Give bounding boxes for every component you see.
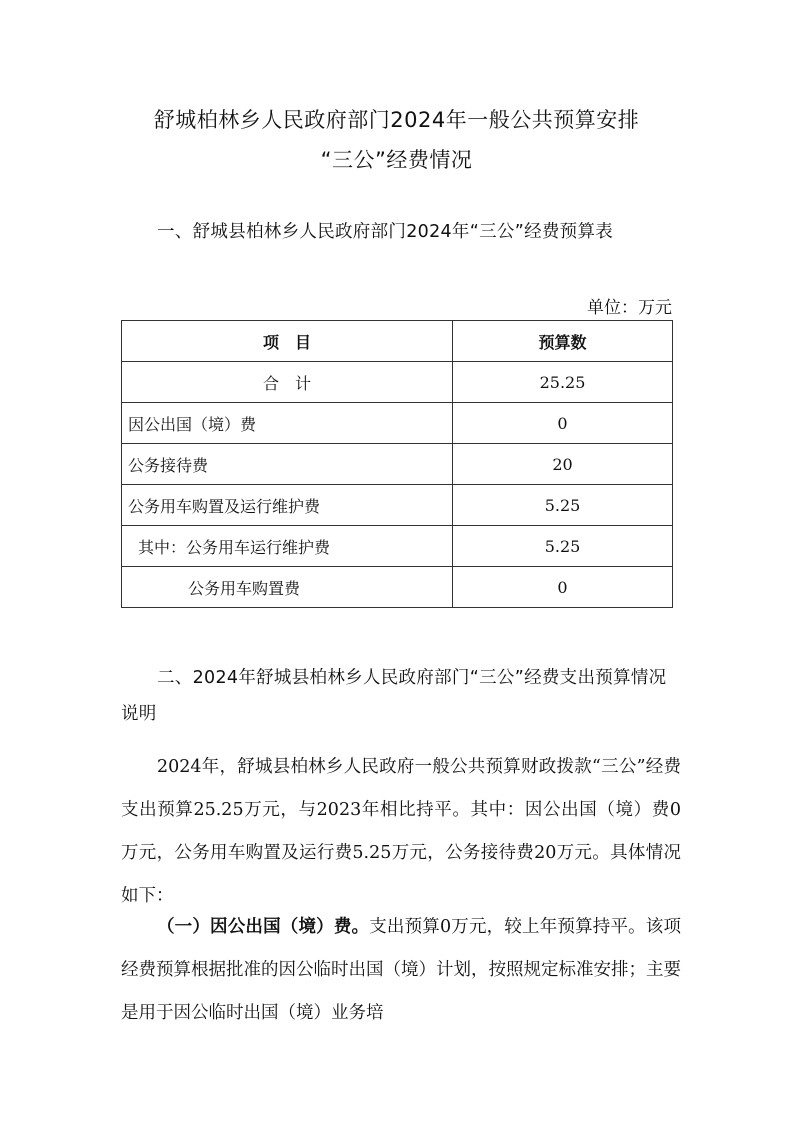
row-value: 5.25 [453, 485, 673, 526]
row-item: 公务用车购置及运行维护费 [122, 485, 453, 526]
budget-table [121, 320, 673, 608]
row-item: 合 计 [122, 362, 453, 403]
unit-label: 单位：万元 [587, 298, 672, 318]
paragraph-2-body: 支出预算0万元，较上年预算持平。该项经费预算根据批准的因公临时出国（境）计划，按照规定标准安排；主要是用于因公临时出国（境）业务培 [121, 917, 681, 1023]
section2-heading: 二、2024年舒城县柏林乡人民政府部门“三公”经费支出预算情况说明 [121, 668, 667, 724]
row-item: 其中：公务用车运行维护费 [122, 526, 453, 567]
table-row [122, 485, 673, 526]
row-item: 公务接待费 [122, 444, 453, 485]
header-item: 项 目 [122, 321, 453, 362]
row-value: 0 [453, 567, 673, 608]
table-row [122, 444, 673, 485]
table-row [122, 567, 673, 608]
section1-heading: 一、舒城县柏林乡人民政府部门2024年“三公”经费预算表 [157, 222, 614, 242]
table-row [122, 403, 673, 444]
row-value: 20 [453, 444, 673, 485]
paragraph-1: 2024年，舒城县柏林乡人民政府一般公共预算财政拨款“三公”经费支出预算25.25万元，与2023年相比持平。其中：因公出国（境）费0万元，公务用车购置及运行费5.25万元，公务接待费20万元。具体情况如下： [121, 757, 681, 906]
document-title-line2: “三公”经费情况 [320, 148, 473, 172]
row-value: 5.25 [453, 526, 673, 567]
table-row [122, 362, 673, 403]
paragraph-2 [121, 906, 681, 1035]
paragraph-2-lead: （一）因公出国（境）费。 [157, 917, 370, 937]
row-item: 公务用车购置费 [122, 567, 453, 608]
table-row [122, 526, 673, 567]
document-title-line1: 舒城柏林乡人民政府部门2024年一般公共预算安排 [153, 108, 640, 132]
row-value: 25.25 [453, 362, 673, 403]
header-value: 预算数 [453, 321, 673, 362]
row-item: 因公出国（境）费 [122, 403, 453, 444]
table-header-row [122, 321, 673, 362]
row-value: 0 [453, 403, 673, 444]
